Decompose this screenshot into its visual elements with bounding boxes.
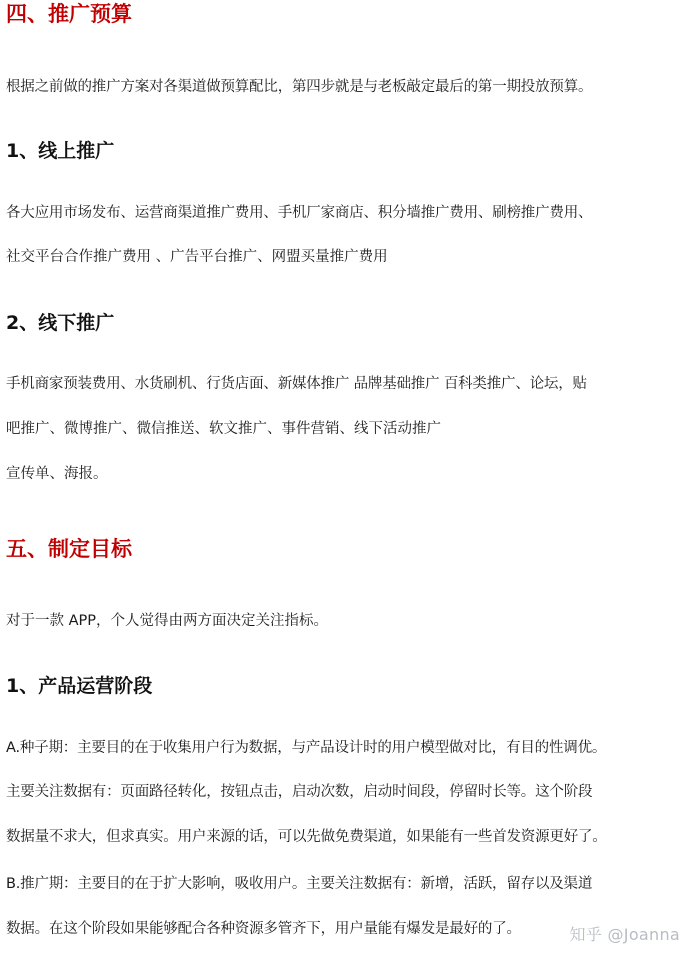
stage-paragraph-line: 主要关注数据有：页面路径转化，按钮点击，启动次数，启动时间段，停留时长等。这个阶段 [6, 784, 593, 800]
stage-paragraph-line: 数据量不求大，但求真实。用户来源的话，可以先做免费渠道，如果能有一些首发资源更好了。 [6, 829, 607, 845]
offline-promotion-line1: 手机商家预装费用、水货刷机、行货店面、新媒体推广 品牌基础推广 百科类推广、论坛，贴 [6, 376, 587, 392]
section5-heading: 五、制定目标 [6, 537, 132, 561]
section4-heading: 四、推广预算 [6, 2, 132, 26]
offline-promotion-line2: 吧推广、微博推广、微信推送、软文推广、事件营销、线下活动推广 [6, 421, 441, 437]
offline-promotion-heading: 2、线下推广 [6, 312, 115, 334]
zhihu-watermark: 知乎 @Joanna [569, 925, 680, 944]
stage-paragraph-line: B.推广期：主要目的在于扩大影响，吸收用户。主要关注数据有：新增，活跃，留存以及渠道 [6, 876, 593, 892]
online-promotion-line1: 各大应用市场发布、运营商渠道推广费用、手机厂家商店、积分墙推广费用、刷榜推广费用、 [6, 205, 593, 221]
section4-intro: 根据之前做的推广方案对各渠道做预算配比，第四步就是与老板敲定最后的第一期投放预算。 [6, 79, 593, 95]
operation-stage-heading: 1、产品运营阶段 [6, 675, 153, 697]
online-promotion-heading: 1、线上推广 [6, 140, 115, 162]
stage-paragraph-line: A.种子期：主要目的在于收集用户行为数据，与产品设计时的用户模型做对比，有目的性调优。 [6, 740, 607, 756]
online-promotion-line2: 社交平台合作推广费用 、广告平台推广、网盟买量推广费用 [6, 249, 388, 265]
stage-paragraph-line: 数据。在这个阶段如果能够配合各种资源多管齐下，用户量能有爆发是最好的了。 [6, 921, 521, 937]
offline-promotion-line3: 宣传单、海报。 [6, 466, 108, 482]
section5-intro: 对于一款 APP，个人觉得由两方面决定关注指标。 [6, 613, 329, 629]
